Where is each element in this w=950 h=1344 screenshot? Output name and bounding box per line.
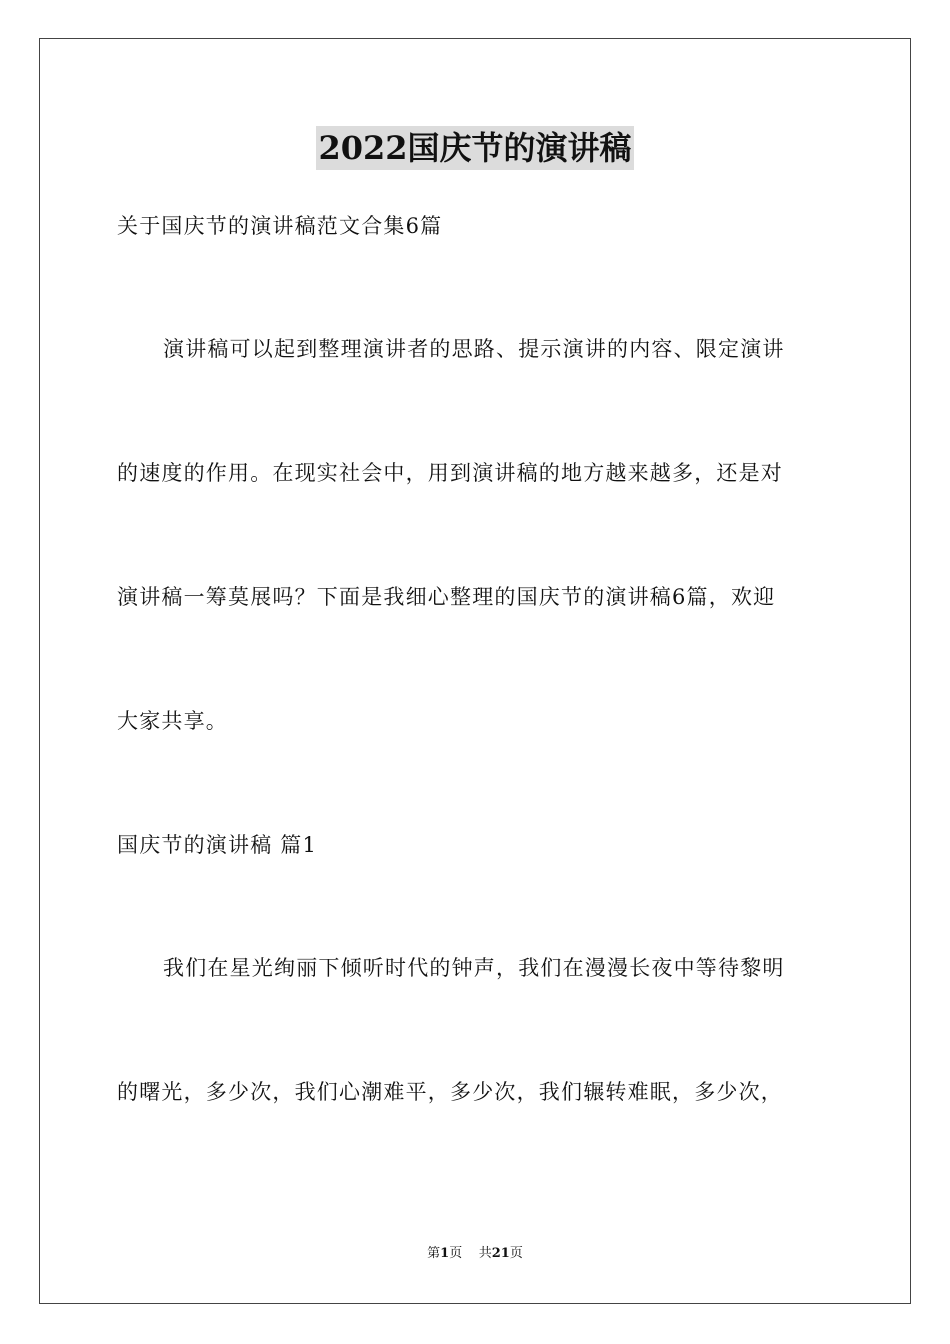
paragraph-line: 大家共享。 (117, 709, 228, 733)
subtitle-line: 关于国庆节的演讲稿范文合集6篇 (117, 214, 443, 238)
paragraph-line: 的速度的作用。在现实社会中，用到演讲稿的地方越来越多，还是对 (117, 461, 783, 485)
total-pages-number: 21 (491, 1246, 510, 1261)
footer-prefix: 第 (427, 1246, 441, 1261)
footer-page-suffix: 页 (449, 1246, 463, 1261)
current-page-number: 1 (440, 1246, 450, 1261)
paragraph-line: 的曙光，多少次，我们心潮难平，多少次，我们辗转难眠，多少次， (117, 1080, 783, 1104)
title-container (0, 126, 950, 170)
section-heading: 国庆节的演讲稿 篇1 (117, 833, 318, 857)
paragraph-line: 演讲稿一筹莫展吗？下面是我细心整理的国庆节的演讲稿6篇，欢迎 (117, 585, 776, 609)
paragraph-line: 演讲稿可以起到整理演讲者的思路、提示演讲的内容、限定演讲 (163, 337, 785, 361)
document-title: 2022国庆节的演讲稿 (316, 126, 633, 170)
footer-total-suffix: 页 (509, 1246, 523, 1261)
paragraph-line: 我们在星光绚丽下倾听时代的钟声，我们在漫漫长夜中等待黎明 (163, 956, 785, 980)
page-footer (0, 1245, 950, 1263)
footer-total-prefix: 共 (478, 1246, 492, 1261)
